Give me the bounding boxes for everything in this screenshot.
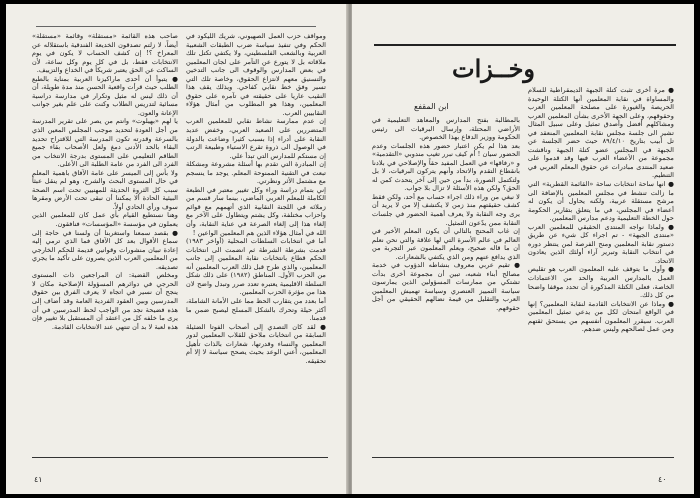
right-page-left-column <box>372 116 520 456</box>
paragraph: ● ولماذا نواجه المنتدى الحقيقي للمعلمين العرب «منتدى الجبهة» - تم اجراء كل شيء عن طريق دستور نقابة المعلمين ومنح الفرصة لمن ينتظر دوره في انتخاب النقابة وتبرير آراء أولئك الذين يعادون الاتحاد. <box>528 222 674 265</box>
top-rule <box>36 26 316 27</box>
paragraph: لا نبغي من وراء ذلك اجراء حساب مع أحد، ولكن فقط كشف حقيقتهم منذ زمن لا يكتشف إلا من لا يريد أن يرى وجه النقابة ولا يعرف أهمية الحضور في جلسات النقابة ممن يدّعون التمثيل. <box>372 192 520 227</box>
right-page <box>352 4 694 494</box>
page-number: ٤١ <box>34 475 43 484</box>
paragraph: إن غاب المحتج بالتالي أن يكون المعلم الأخير في العالم في عالم الأسرة التي لها علاقة والتي نحن نعلم أن ما قاله صحيح، ويعلم المعلمون عبر التجربة من الذي يدافع عنهم ومن الذي يكتفي بالشعارات. <box>372 227 520 261</box>
paragraph: وهنا نستطيع القيام بأي عمل كان للمعلمين الذين يعملون في مؤسسة «المؤسسات» فنافقون. <box>32 211 178 229</box>
paragraph: ومواقف حزب العمل الصهيوني، شريك الليكود في الحكم وفي تنفيذ سياسة ضرب الطبقات الشعبية العربية وبالشعب الفلسطيني، ولا يكتفي تكتل تلك ملاقاته بل لا يتورع عن التآمر على لجان المعلمين في بعض المدارس والوقوف الى جانب التدخين والتسنيق معهم لانتزاع الحقوق، وخاصة تلك التي تسير وفق خط نقابي كفاحي. ويذلك يقف هذا النقيب عاريا على حقيقته في تآمره على حقوق المعلمين، وهذا هو المطلوب من أمثال هؤلاء النقابيين العرب. <box>186 32 326 117</box>
book-spread <box>6 4 694 494</box>
paragraph: إني بتمام دراسة وراء وكل تغيير معتبر في الطبعة الكاملة للمعلم العربي الماضي، بينما سار قسم من زملائه في اللجنة النقابية الذي أتهمهم مع قوائم واحزاب مختلفة، وكل يشتم ويتطاول على الآخر مع إلغاء هذا إلى إلغاء الصرعة في عناية النقابة، وأن الله في أمثال هؤلاء الذين هم المعلمين الواعين ! <box>186 185 326 237</box>
page-number: ٤٠ <box>658 475 667 484</box>
paragraph: إن عدم ممارسة نشاط نقابي للمعلمين العرب المتضررين على الصعيد العربي، وخفض عديد النقابة على أدراء إذا بسبب كثيرا وضاعت بالدولة في الوصول الى ذروة تقرع الاستياء وطبيعة الرتب إن مستكم للمدارس التي تبدأ علي. <box>186 117 326 160</box>
paragraph: ● يتبوأ أن أحدى ماراكيزنا العربية بمناية بالطبع الطلب حيث قرأت واقعية الحسن منذ مدة طويلة، أن أن ذلك ليس له مثيل وتكرار في مدارسة دراسية مسائية لتدريس الطلاب وكنت على علم بغير جوانب الإعانة والعون. <box>32 74 178 117</box>
left-page <box>6 4 348 494</box>
paragraph: يا لهم «بهيلوت» وانتم من يصر على تقرير المدرسة من أجل العودة لتحديد موجب المجلس المعين الذي بالسرعة وقدرته تكون المدرسة التي للاقتراح تحديد البقاء بالحد الأدنى دمغ ولعل الأصحاب بقاء جميع الطاقم التعليمي على المستوى بدرجة الانتخاب من الفرد الى الفرد من عامة الطلبة الى الأعلى. <box>32 117 178 169</box>
paragraph: أما في انتخابات السلطات المحلية (أواخر ۱۹۸۳) قدمت بشرطة الشرطة ثم انضمت الى انتخابات الحكم قطاع بانتخابات نقابة المعلمين إلى جانب المعلمين، والذي طرح قبل ذلك العرب المعلمين أنه من الحزب الأول. المناطق (۱۹۸۲) على ذلك شكل السلطة الاقليمية يعتبره تعدد صرر وتبدل واضح لان هذا من مؤثرة الحزب المعلمين. <box>186 237 326 297</box>
paragraph: ● وماذا عن الانتخابات القادمة لنقابة المعلمين؟ إنها في الواقع امتحان لكل من يدعي تمثيل المعلمين العرب. سيقرر المعلمون أنفسهم من يستحق ثقتهم ومن عمل لصالحهم وليس ضدهم. <box>528 299 674 334</box>
left-page-left-column <box>32 32 178 454</box>
left-page-right-column <box>186 32 326 454</box>
bottom-rule <box>32 457 328 458</box>
right-page-right-column <box>528 86 674 456</box>
paragraph: ● انها ساحة انتخابات ساحة «القائمة القطرية» التي ما زالت تنشط في مجلس المعلمين بالإضافة الى مرشح مستقلة عربية، ولكنه يحاول أن يكون له أعضاء في المجلس، في ما يتعلق بتقارير الحكومة حول الخطة التعليمية ودعم مدارس المعلمين. <box>528 180 674 223</box>
title-rule <box>374 44 676 46</box>
paragraph: صاحب هذه القائمة «مستقلة» وقائمة «مستقلة» أيضاً، لا زلتم تصدقون الخديعة الفندقية باستقلاله عن المعراخ ؟! إن كشف الحساب لا يكون في يوم الانتخابات فقط، بل في كل يوم وكل ساعة، لأن الساكت عن الحق يعتبر شريكاً في الخداع والتزييف. <box>32 32 178 75</box>
paragraph: ومخلص القضية: ان المراجعين ذات المستوى الحرجي في دوائرهم المسؤولة الإصلاحية مكان لا ينجح أن نسير في اتجاه لا يعرف الفرق بين حقوق المدرسين وبين العقود الفردية العامة وقد أضاف إلى هذه فضيحة نجد من الواجب لحظ المدرسين في أن يرى ما خلفه كل من اعتقد أن المستقبل بلا تغيير فإن هذه لعبة لا بد أن تنتهي عند الانتخابات القادمة. <box>32 271 178 331</box>
paragraph: ولا بأس إلى الميسر على عامة الآفاق باهمية المعلم في حال المستوى البحث والشرح، وهو لم ينقل عبثاً سبب كل الثروة الحديثة للمهنيين تحت اسم الصحة البيئية الحادة ألا يمكننا أن نبقى تحت الأرض ومقرها سوف ورأي الحادي أولاً. <box>32 168 178 211</box>
paragraph: ● تقيم عربي معروف بنشاطه الدؤوب في خدمة مصالح أبناء شعبه، تبين أن مجموعة أخرى بدأت تشتكي من ممارسات المسؤولين الذين يمارسون سياسة التمييز العنصري وسياسة تهميش المعلمين العرب والتقليل من قيمة نضالهم الحقيقي من أجل حقوقهم. <box>372 261 520 313</box>
byline: ابن المقفع <box>414 102 449 111</box>
paragraph: ● لقد كان التصدي إلى أصحاب الفوتا الضئيلة السابقة من انتخابات ملاحق للقلاب المعلمين لدور المعلمين والنساء وقدرتها، شعارات بالذات تأهيل المعلمين، أعني الوعد بحيث يصحح سياسة لا إلا أم تحقيقه. <box>186 322 326 365</box>
paragraph: بعد هذا لم يكن اعتبار حضور هذه الجلسات وعدم الحضور سيان ! أم كيف نبرر تغيب مندوبي «التقدمية» و «رفاقها» في العمل المفيد حقاً والإصلاحي في بلادنا بانقطاع التقدم والاتحاد وأنهم يتركون البرقيات، لا بل ولتكتمل الصورة، بدأ من حين إلى آخر يتحدث كمن له الحق؟ ولكن هذه الأسئلة لا تزال بلا جواب. <box>372 141 520 193</box>
paragraph: بالمطالبة بفتح المدارس والمعاهد التعليمية في الأراضي المحتلة، وإرسال البرقيات الى رئيس الحكومة ووزير الدفاع بهذا الخصوص. <box>372 116 520 142</box>
paragraph: أما بعدد من يتقارب الحظ مما على الأمانة الشاملة، أكثر حيلة وتحرك بالشكل المسلح ليصبح ضمن ما قدمنا. <box>186 296 326 323</box>
paragraph: ● وأول ما يتوقف عليه المعلمون العرب هو تقليص العمل بالمدارس العربية والحد من الاعتمادات الخاصة، فعلى الكتلة المذكورة أن تحدد موقفا واضحا من كل ذلك. <box>528 265 674 300</box>
paragraph: إن المبادرة التي تقدم بها أسئلة مشروعة ومشكلة تبعت في التقنية الممنوحة المعلم. يوجد ما ينسجم مع مشتمل الأثر ونظرتي. <box>186 160 326 186</box>
paragraph: ● بقصد سمعنا واستغربنا أن ولسنا في حاجة إلى سماع الأقوال بعد كل الآفاق فما الذي ترمي إليه إعادة تبيان منشورات وقوانين قديمة للحكم الخارجي من المعلمين العرب الذين يصرون على تأكيد ما يجري تصديقه. <box>32 228 178 271</box>
paragraph: ● مرة أخرى تثبت كتلة الجبهة الديمقراطية للسلام والمساواة في نقابة المعلمين أنها الكتلة الوحيدة الحريصة والغيورة على مصلحة المعلمين العرب وحقوقهم، وعلى الجهة الأخرى بشأن المعلمين العرب ومشاكلهم أفضل وأصدق تمثيل وعلى سبيل المثال تشير الى جلسة مجلس نقابة المعلمين المنعقد في تل أبيب بتاريخ ۸۹/٤/۱۰ حيث حضر الجلسة عن الجبهة في المجلس عضو كتلة الجبهة وناقشت مجموعة من الأعضاء العرب فيها وقد قدموا على صعيد المنتدى مبادرات عن حقوق المعلم العربي في التنظيم. <box>528 86 674 180</box>
page-title: وخــزات <box>452 54 535 83</box>
bottom-rule <box>372 457 674 458</box>
